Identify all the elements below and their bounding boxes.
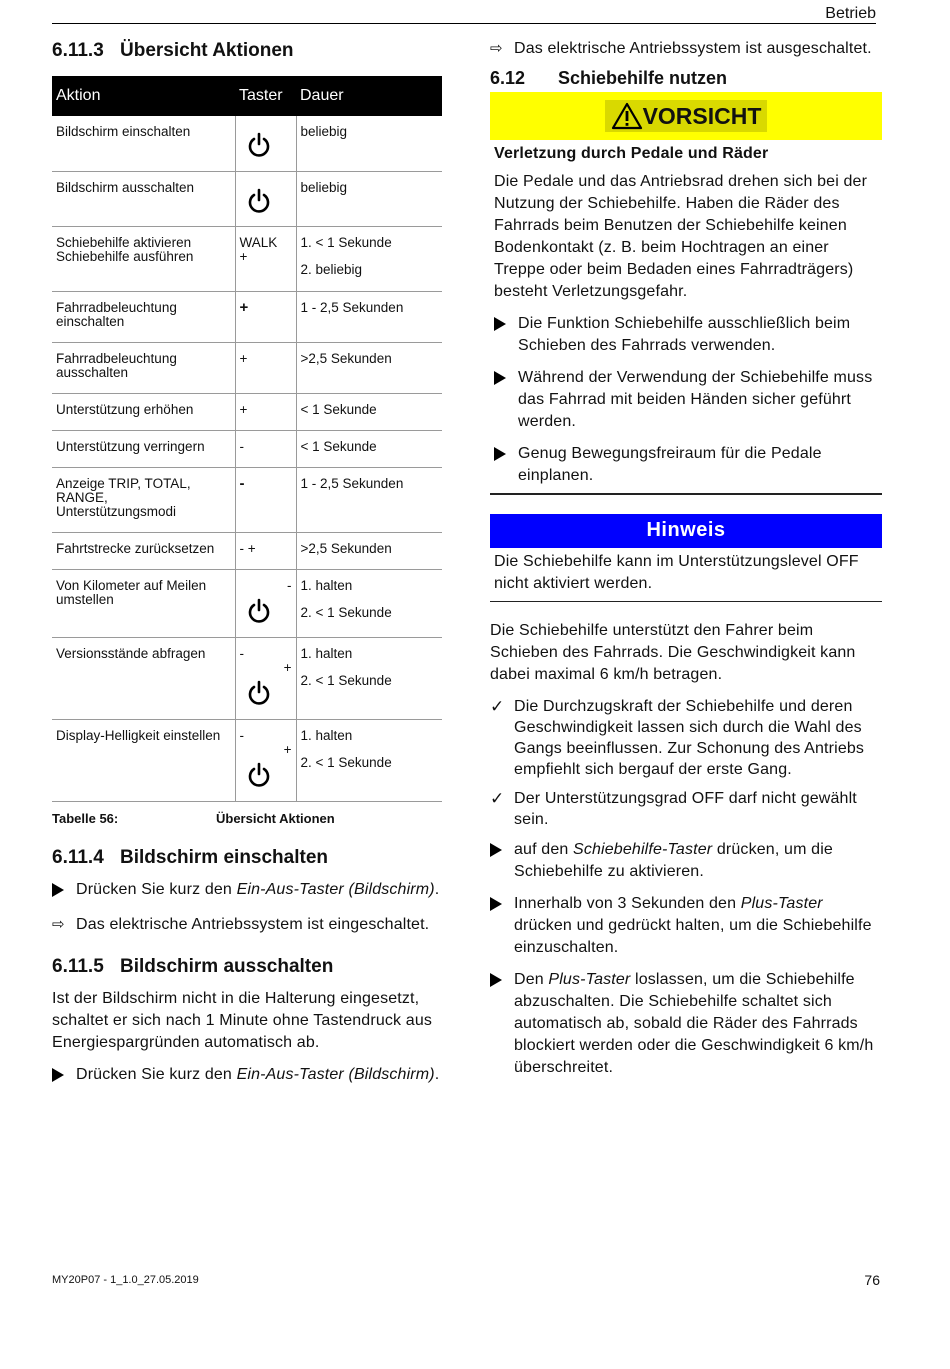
heading-6-11-3: [52, 40, 442, 62]
note-banner: Hinweis: [490, 514, 882, 548]
table-row: [52, 226, 442, 291]
col-header-dauer: Dauer: [296, 76, 442, 116]
heading-number: 6.11.4: [52, 846, 104, 868]
table-row: [52, 171, 442, 226]
running-header: Betrieb: [825, 5, 876, 22]
step-item: auf den Schiebehilfe-Taster drücken, um die Schiebehilfe zu aktivieren.: [490, 839, 882, 883]
step-triangle-icon: [490, 839, 514, 883]
cell-taster: -: [235, 430, 296, 467]
step-triangle-icon: [490, 893, 514, 959]
check-icon: ✓: [490, 789, 505, 808]
cell-taster: -: [235, 569, 296, 637]
cell-taster: WALK +: [235, 226, 296, 291]
power-icon: [248, 187, 270, 213]
table-row: [52, 569, 442, 637]
footer-doc-id: MY20P07 - 1_1.0_27.05.2019: [52, 1274, 199, 1286]
step-triangle-icon: [52, 879, 76, 904]
check-icon: ✓: [490, 697, 505, 716]
cell-taster: -: [235, 467, 296, 532]
cell-taster: - +: [235, 719, 296, 801]
power-icon: [248, 131, 270, 157]
heading-6-11-4: [52, 847, 442, 869]
cell-taster: - +: [235, 637, 296, 719]
cell-dauer: < 1 Sekunde: [296, 430, 442, 467]
step-triangle-icon: [494, 443, 518, 487]
heading-number: 6.12: [490, 68, 526, 88]
cell-dauer: < 1 Sekunde: [296, 393, 442, 430]
warning-step: Genug Bewegungsfreiraum für die Pedale einplanen.: [494, 443, 882, 487]
heading-title: Schiebehilfe nutzen: [558, 68, 728, 88]
step-triangle-icon: [494, 367, 518, 433]
cell-aktion: Schiebehilfe aktivieren Schiebehilfe ausführen: [52, 226, 235, 291]
step-triangle-icon: [490, 969, 514, 1079]
cell-aktion: Fahrtstrecke zurücksetzen: [52, 532, 235, 569]
header-rule: [52, 23, 876, 24]
result-item: [490, 38, 882, 60]
heading-6-11-5: [52, 956, 442, 978]
result-text: Das elektrische Antriebssystem ist ausgeschaltet.: [514, 40, 872, 57]
caption-label: Tabelle 56:: [52, 810, 119, 826]
left-column: [52, 38, 442, 1089]
result-item: [52, 914, 442, 936]
heading-title: Bildschirm ausschalten: [120, 955, 334, 977]
cell-dauer: 1 - 2,5 Sekunden: [296, 291, 442, 342]
divider: [490, 493, 882, 495]
table-row: [52, 532, 442, 569]
right-column: [490, 38, 882, 1079]
cell-aktion: Fahrradbeleuchtung einschalten: [52, 291, 235, 342]
result-arrow-icon: ⇨: [52, 915, 65, 933]
paragraph: Ist der Bildschirm nicht in die Halterung eingesetzt, schaltet er sich nach 1 Minute ohne Tastendruck aus Energiespargründen automatisch ab.: [52, 989, 433, 1051]
page-number: 76: [864, 1272, 880, 1288]
table-row: [52, 342, 442, 393]
warning-body: [490, 145, 882, 487]
paragraph: Die Schiebehilfe unterstützt den Fahrer beim Schieben des Fahrrads. Die Geschwindigkeit kann dabei maximal 6 km/h betragen.: [490, 622, 856, 683]
cell-dauer: 1. < 1 Sekunde 2. beliebig: [296, 226, 442, 291]
table-caption: [52, 811, 442, 826]
warning-step: Während der Verwendung der Schiebehilfe muss das Fahrrad mit beiden Händen sicher geführt werden.: [494, 367, 882, 433]
cell-dauer: 1. halten 2. < 1 Sekunde: [296, 569, 442, 637]
caption-text: Übersicht Aktionen: [216, 810, 335, 826]
col-header-aktion: Aktion: [52, 76, 235, 116]
warning-label: VORSICHT: [605, 100, 768, 132]
cell-aktion: Bildschirm ausschalten: [52, 171, 235, 226]
heading-number: 6.11.5: [52, 955, 104, 977]
table-row: [52, 393, 442, 430]
table-row: [52, 637, 442, 719]
cell-taster: +: [235, 393, 296, 430]
cell-taster: [235, 116, 296, 171]
cell-taster: +: [235, 291, 296, 342]
actions-table: [52, 76, 442, 802]
heading-title: Übersicht Aktionen: [120, 40, 294, 61]
cell-aktion: Bildschirm einschalten: [52, 116, 235, 171]
step-item: [52, 1064, 442, 1089]
cell-dauer: 1 - 2,5 Sekunden: [296, 467, 442, 532]
table-row: [52, 467, 442, 532]
cell-aktion: Unterstützung verringern: [52, 430, 235, 467]
step-item: Innerhalb von 3 Sekunden den Plus-Taster drücken und gedrückt halten, um die Schiebehilfe einzuschalten.: [490, 893, 882, 959]
heading-number: 6.11.3: [52, 40, 104, 61]
step-item: Den Plus-Taster loslassen, um die Schiebehilfe abzuschalten. Die Schiebehilfe schaltet sich automatisch ab, sobald die Räder des Fahrrads blockiert werden oder die Geschwindigkeit 6 km/h überschreitet.: [490, 969, 882, 1079]
note-text: Die Schiebehilfe kann im Unterstützungslevel OFF nicht aktiviert werden.: [494, 552, 859, 592]
warning-triangle-icon: [611, 102, 643, 130]
step-triangle-icon: [494, 313, 518, 357]
step-text: Drücken Sie kurz den Ein-Aus-Taster (Bildschirm).: [76, 880, 440, 898]
cell-aktion: Versionsstände abfragen: [52, 637, 235, 719]
warning-step: Die Funktion Schiebehilfe ausschließlich beim Schieben des Fahrrads verwenden.: [494, 313, 882, 357]
check-item: ✓ Die Durchzugskraft der Schiebehilfe und deren Geschwindigkeit lassen sich durch die Wahl des Gangs beeinflussen. Zur Schonung des Antriebs empfiehlt sich bergauf der erste Gang.: [490, 697, 865, 778]
cell-dauer: >2,5 Sekunden: [296, 342, 442, 393]
cell-aktion: Fahrradbeleuchtung ausschalten: [52, 342, 235, 393]
cell-aktion: Display-Helligkeit einstellen: [52, 719, 235, 801]
divider: [490, 601, 882, 603]
cell-taster: - +: [235, 532, 296, 569]
heading-title: Bildschirm einschalten: [120, 846, 329, 868]
table-row: [52, 719, 442, 801]
cell-aktion: Unterstützung erhöhen: [52, 393, 235, 430]
step-item: [52, 879, 442, 904]
step-text: Drücken Sie kurz den Ein-Aus-Taster (Bildschirm).: [76, 1065, 440, 1083]
cell-dauer: beliebig: [296, 171, 442, 226]
table-header-row: [52, 76, 442, 116]
cell-dauer: >2,5 Sekunden: [296, 532, 442, 569]
result-arrow-icon: ⇨: [490, 40, 503, 57]
cell-dauer: 1. halten 2. < 1 Sekunde: [296, 719, 442, 801]
col-header-taster: Taster: [235, 76, 296, 116]
power-icon: [248, 597, 270, 623]
cell-taster: [235, 171, 296, 226]
warning-text: Die Pedale und das Antriebsrad drehen sich bei der Nutzung der Schiebehilfe. Haben die Räder des Fahrrads beim Benutzen der Schiebehilfe keinen Bodenkontakt (z. B. beim Hochtragen an einer Treppe oder beim Bedaden eines Fahrradträgers) besteht Verletzungsgefahr.: [494, 173, 868, 300]
warning-heading: Verletzung durch Pedale und Räder: [494, 145, 769, 162]
table-row: [52, 116, 442, 171]
cell-taster: +: [235, 342, 296, 393]
power-icon: [248, 679, 270, 705]
table-row: [52, 430, 442, 467]
heading-6-12: [490, 68, 882, 89]
table-row: [52, 291, 442, 342]
step-triangle-icon: [52, 1064, 76, 1089]
cell-dauer: 1. halten 2. < 1 Sekunde: [296, 637, 442, 719]
cell-aktion: Anzeige TRIP, TOTAL, RANGE, Unterstützungsmodi: [52, 467, 235, 532]
cell-aktion: Von Kilometer auf Meilen umstellen: [52, 569, 235, 637]
check-item: ✓ Der Unterstützungsgrad OFF darf nicht gewählt sein.: [490, 789, 857, 828]
result-text: Das elektrische Antriebssystem ist eingeschaltet.: [76, 915, 430, 933]
warning-banner: [490, 92, 882, 140]
power-icon: [248, 761, 270, 787]
cell-dauer: beliebig: [296, 116, 442, 171]
